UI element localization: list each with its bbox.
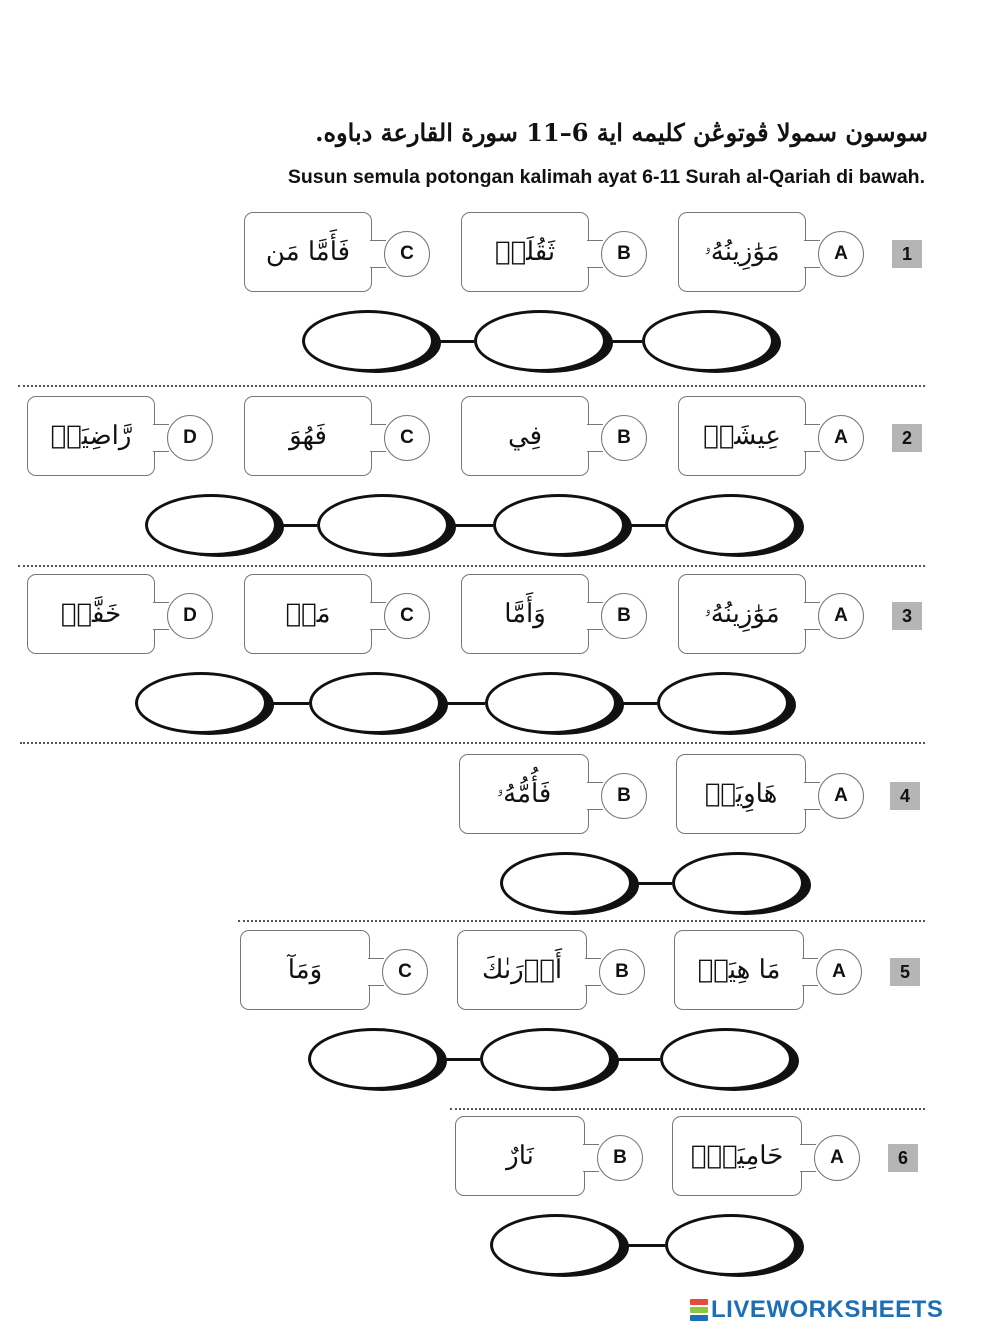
answer-oval[interactable]	[485, 672, 617, 734]
answer-oval[interactable]	[474, 310, 606, 372]
separator-line	[450, 1108, 925, 1110]
answer-oval[interactable]	[145, 494, 277, 556]
answer-connector-line	[434, 340, 474, 343]
answer-connector-line	[617, 702, 657, 705]
worksheet-title-jawi: سوسون سمولا ڤوتوڠن كليمه اية 6–11 سورة القارعة دباوه.	[315, 118, 928, 147]
word-card[interactable]: ثَقُلَتۡ	[461, 212, 589, 292]
option-letter: B	[601, 231, 647, 277]
question-number: 3	[892, 602, 922, 630]
option-letter: D	[167, 415, 213, 461]
word-card[interactable]: خَفَّتۡ	[27, 574, 155, 654]
option-letter: B	[597, 1135, 643, 1181]
option-letter: B	[601, 773, 647, 819]
option-letter: B	[601, 593, 647, 639]
answer-oval[interactable]	[308, 1028, 440, 1090]
separator-line	[20, 742, 925, 744]
answer-oval[interactable]	[665, 494, 797, 556]
question-number: 5	[890, 958, 920, 986]
question-number: 2	[892, 424, 922, 452]
answer-connector-line	[612, 1058, 660, 1061]
answer-oval[interactable]	[500, 852, 632, 914]
answer-oval[interactable]	[302, 310, 434, 372]
option-letter: A	[818, 593, 864, 639]
word-card[interactable]: عِيشَةٖ	[678, 396, 806, 476]
answer-oval[interactable]	[309, 672, 441, 734]
answer-oval[interactable]	[657, 672, 789, 734]
liveworksheets-logo-icon	[690, 1299, 708, 1321]
question-number: 4	[890, 782, 920, 810]
word-card[interactable]: فَهُوَ	[244, 396, 372, 476]
word-card[interactable]: مَا هِيَهۡ	[674, 930, 804, 1010]
answer-connector-line	[441, 702, 485, 705]
answer-oval[interactable]	[490, 1214, 622, 1276]
answer-connector-line	[622, 1244, 665, 1247]
question-number: 1	[892, 240, 922, 268]
separator-line	[238, 920, 925, 922]
word-card[interactable]: مَوَٰزِينُهُۥ	[678, 212, 806, 292]
word-card[interactable]: مَوَٰزِينُهُۥ	[678, 574, 806, 654]
word-card[interactable]: وَأَمَّا	[461, 574, 589, 654]
answer-oval[interactable]	[665, 1214, 797, 1276]
logo-bar-red	[690, 1299, 708, 1305]
answer-connector-line	[277, 524, 317, 527]
word-card[interactable]: مَنۡ	[244, 574, 372, 654]
option-letter: A	[814, 1135, 860, 1181]
word-card[interactable]: فَأَمَّا مَن	[244, 212, 372, 292]
option-letter: C	[384, 593, 430, 639]
answer-oval[interactable]	[672, 852, 804, 914]
answer-oval[interactable]	[135, 672, 267, 734]
word-card[interactable]: نَارٌ	[455, 1116, 585, 1196]
option-letter: C	[382, 949, 428, 995]
answer-connector-line	[606, 340, 642, 343]
answer-connector-line	[440, 1058, 480, 1061]
brand-name: LIVEWORKSHEETS	[711, 1296, 944, 1323]
option-letter: A	[818, 231, 864, 277]
answer-connector-line	[625, 524, 665, 527]
option-letter: C	[384, 415, 430, 461]
answer-connector-line	[632, 882, 672, 885]
word-card[interactable]: أَدۡرَىٰكَ	[457, 930, 587, 1010]
option-letter: B	[601, 415, 647, 461]
word-card[interactable]: رَّاضِيَةٖ	[27, 396, 155, 476]
answer-connector-line	[267, 702, 309, 705]
word-card[interactable]: فِي	[461, 396, 589, 476]
separator-line	[18, 385, 925, 387]
answer-oval[interactable]	[642, 310, 774, 372]
worksheet-title-malay: Susun semula potongan kalimah ayat 6-11 Surah al-Qariah di bawah.	[287, 166, 925, 188]
logo-bar-blue	[690, 1315, 708, 1321]
answer-oval[interactable]	[480, 1028, 612, 1090]
option-letter: B	[599, 949, 645, 995]
liveworksheets-brand	[690, 1296, 943, 1324]
option-letter: C	[384, 231, 430, 277]
answer-oval[interactable]	[660, 1028, 792, 1090]
separator-line	[18, 565, 925, 567]
option-letter: A	[818, 773, 864, 819]
answer-connector-line	[449, 524, 493, 527]
question-number: 6	[888, 1144, 918, 1172]
option-letter: D	[167, 593, 213, 639]
option-letter: A	[816, 949, 862, 995]
word-card[interactable]: حَامِيَةُۢ	[672, 1116, 802, 1196]
word-card[interactable]: هَاوِيَةٞ	[676, 754, 806, 834]
word-card[interactable]: وَمَآ	[240, 930, 370, 1010]
word-card[interactable]: فَأُمُّهُۥ	[459, 754, 589, 834]
answer-oval[interactable]	[317, 494, 449, 556]
answer-oval[interactable]	[493, 494, 625, 556]
logo-bar-green	[690, 1307, 708, 1313]
option-letter: A	[818, 415, 864, 461]
